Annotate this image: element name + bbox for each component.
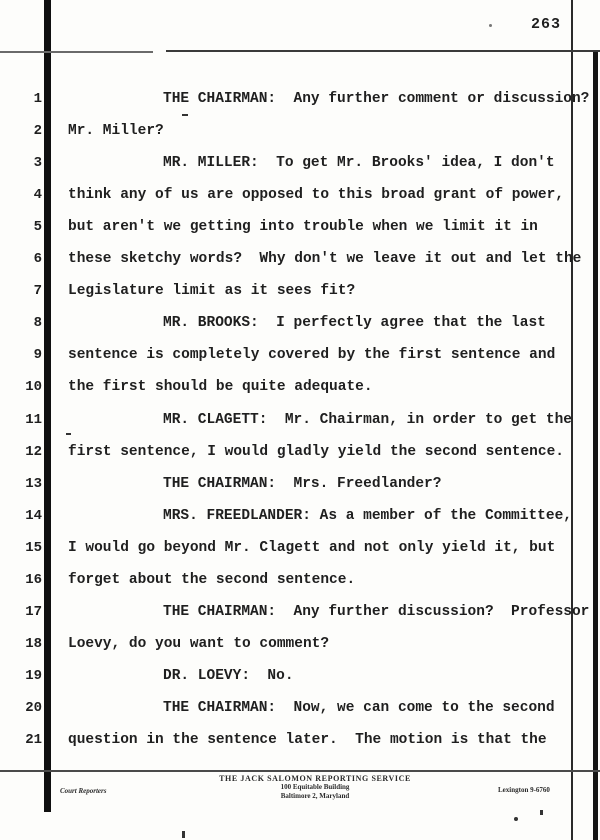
line-number: 20 <box>25 699 42 716</box>
line-number: 17 <box>25 603 42 620</box>
line-text: THE CHAIRMAN: Any further discussion? Professor <box>163 603 590 620</box>
line-number: 6 <box>33 251 42 268</box>
scan-artifact <box>182 831 185 838</box>
transcript-line-8 <box>0 315 600 335</box>
line-text: DR. LOEVY: No. <box>163 667 294 684</box>
line-text: THE CHAIRMAN: Any further comment or discussion? <box>163 91 590 107</box>
line-number: 19 <box>25 667 42 684</box>
transcript-line-19 <box>0 668 600 688</box>
line-text: Loevy, do you want to comment? <box>68 635 330 652</box>
transcript-line-13 <box>0 476 600 496</box>
transcript-line-11 <box>0 412 600 432</box>
footer-reporting-service-block <box>165 774 465 800</box>
line-text: question in the sentence later. The motion is that the <box>68 732 547 748</box>
line-text: THE CHAIRMAN: Mrs. Freedlander? <box>163 475 442 492</box>
line-number: 14 <box>25 507 42 524</box>
scan-artifact <box>514 817 518 821</box>
line-text: the first should be quite adequate. <box>68 379 373 396</box>
line-number: 2 <box>33 123 42 140</box>
line-number: 12 <box>25 443 42 460</box>
line-number: 11 <box>25 411 42 428</box>
line-text: these sketchy words? Why don't we leave it out and let the <box>68 251 582 268</box>
scan-artifact <box>182 114 188 116</box>
footer-phone-number: Lexington 9-6760 <box>498 786 550 794</box>
line-number: 21 <box>25 732 42 748</box>
transcript-line-20 <box>0 700 600 720</box>
transcript-line-17 <box>0 604 600 624</box>
footer-service-address2: Baltimore 2, Maryland <box>280 791 350 800</box>
transcript-line-10 <box>0 379 600 399</box>
scan-artifact <box>540 810 543 815</box>
transcript-line-15 <box>0 540 600 560</box>
transcript-line-14 <box>0 508 600 528</box>
line-number: 9 <box>33 347 42 364</box>
line-text: Legislature limit as it sees fit? <box>68 283 356 300</box>
line-number: 5 <box>33 219 42 236</box>
footer-service-address1: 100 Equitable Building <box>280 783 350 791</box>
transcript-line-12 <box>0 444 600 464</box>
transcript-line-5 <box>0 219 600 239</box>
transcript-line-4 <box>0 187 600 207</box>
line-text: Mr. Miller? <box>68 123 164 140</box>
transcript-line-16 <box>0 572 600 592</box>
line-text: I would go beyond Mr. Clagett and not only yield it, but <box>68 539 556 556</box>
line-text: MRS. FREEDLANDER: As a member of the Committee, <box>163 507 572 524</box>
line-number: 15 <box>25 539 42 556</box>
line-text: MR. MILLER: To get Mr. Brooks' idea, I don't <box>163 155 555 172</box>
line-number: 7 <box>33 283 42 300</box>
line-number: 16 <box>25 571 42 588</box>
page-number: 263 <box>531 16 562 33</box>
transcript-line-6 <box>0 251 600 271</box>
transcript-line-21 <box>0 732 600 752</box>
line-number: 18 <box>25 635 42 652</box>
line-number: 4 <box>33 187 42 204</box>
line-text: MR. BROOKS: I perfectly agree that the last <box>163 315 546 332</box>
transcript-line-7 <box>0 283 600 303</box>
line-text: MR. CLAGETT: Mr. Chairman, in order to get the <box>163 411 572 428</box>
transcript-line-9 <box>0 347 600 367</box>
line-number: 8 <box>33 315 42 332</box>
line-text: but aren't we getting into trouble when we limit it in <box>68 219 538 236</box>
transcript-line-2 <box>0 123 600 143</box>
line-number: 1 <box>33 91 42 107</box>
line-text: sentence is completely covered by the first sentence and <box>68 347 556 364</box>
transcript-line-1 <box>0 91 600 111</box>
footer-rule <box>0 770 600 772</box>
footer-service-name: THE JACK SALOMON REPORTING SERVICE <box>219 774 411 783</box>
line-text: forget about the second sentence. <box>68 571 356 588</box>
transcript-line-3 <box>0 155 600 175</box>
line-number: 13 <box>25 475 42 492</box>
line-text: think any of us are opposed to this broad grant of power, <box>68 187 564 204</box>
line-text: first sentence, I would gladly yield the second sentence. <box>68 443 564 460</box>
line-number: 3 <box>33 155 42 172</box>
scan-artifact <box>489 24 492 27</box>
line-number: 10 <box>25 379 42 396</box>
footer-court-reporters-label: Court Reporters <box>60 787 107 795</box>
line-text: THE CHAIRMAN: Now, we can come to the second <box>163 699 555 716</box>
transcript-line-18 <box>0 636 600 656</box>
scan-artifact <box>66 433 71 435</box>
